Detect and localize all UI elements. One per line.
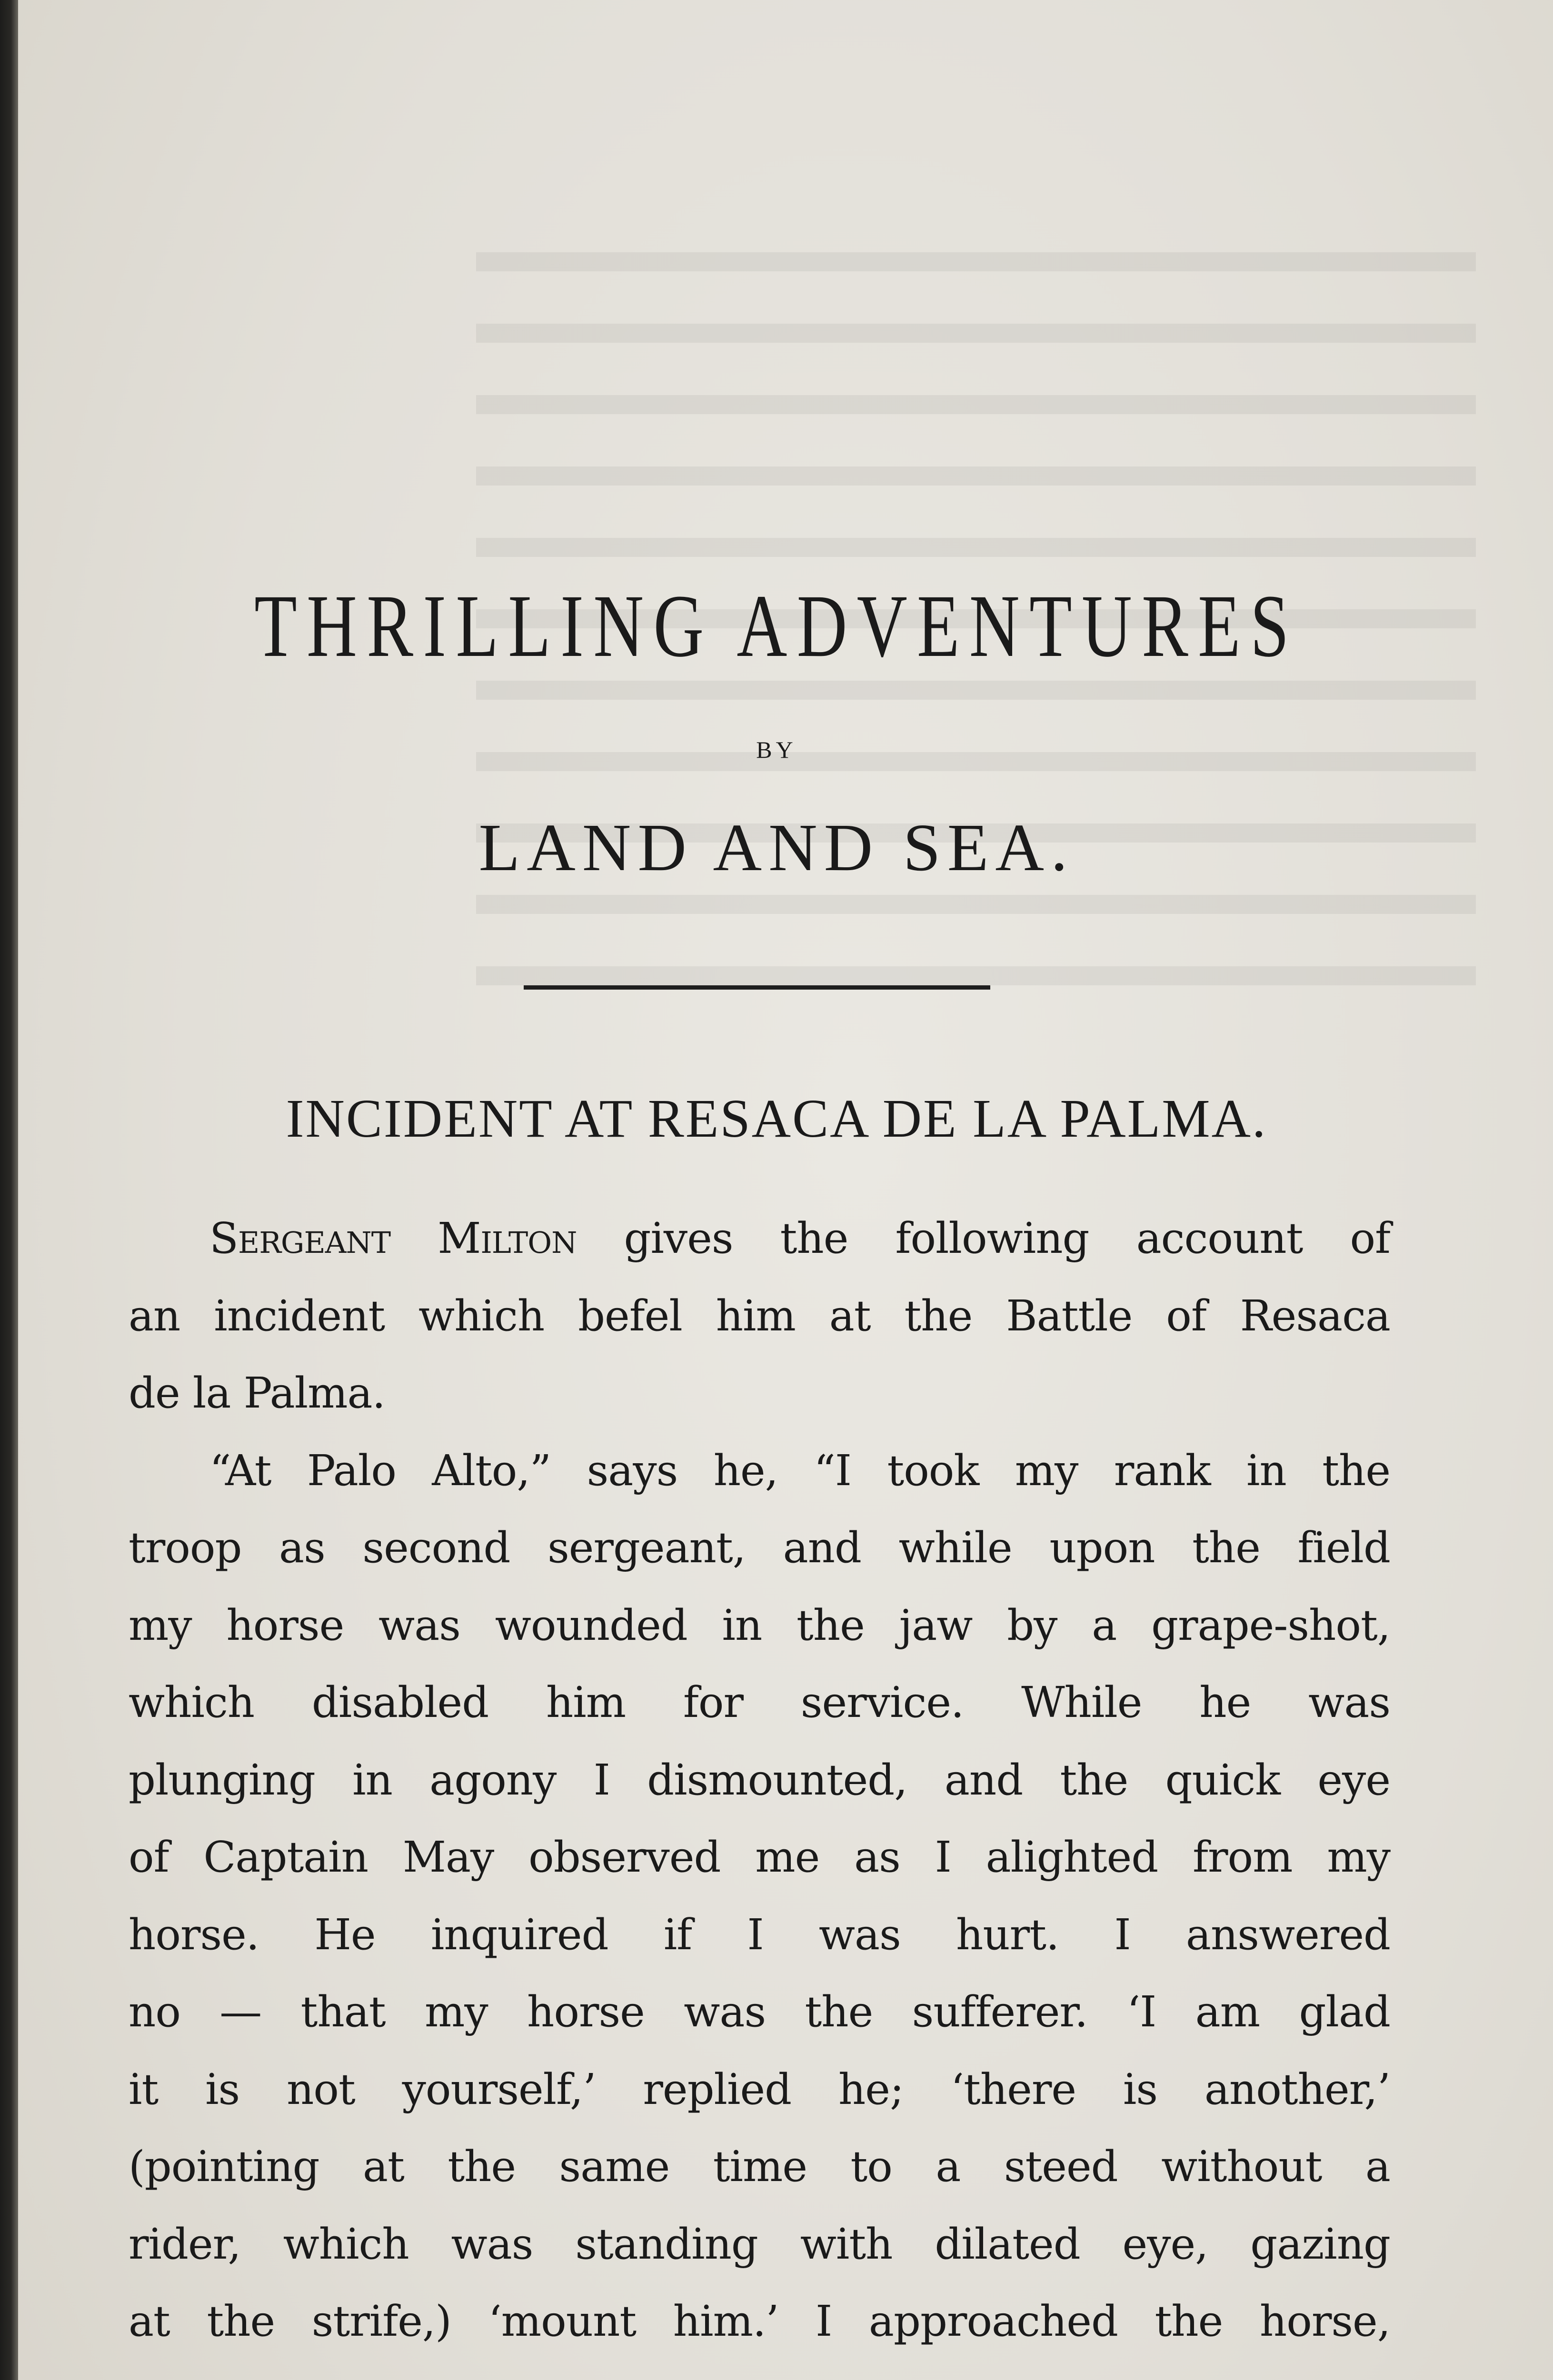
- text-line: plunging in agony I dismounted, and the quick eye: [129, 1755, 1390, 1805]
- text-line: [129, 1200, 1390, 1277]
- text-line: de la Palma.: [129, 1368, 385, 1418]
- text-line: “At Palo Alto,” says he, “I took my rank in the: [209, 1445, 1390, 1495]
- text-line: which disabled him for service. While he was: [129, 1677, 1390, 1727]
- chapter-heading: INCIDENT AT RESACA DE LA PALMA.: [286, 1088, 1267, 1149]
- book-title-by: BY: [756, 736, 797, 763]
- book-title-line-2: LAND AND SEA.: [478, 810, 1075, 885]
- text-line: no — that my horse was the sufferer. ‘I am glad: [129, 1987, 1390, 2036]
- text-line: an incident which befel him at the Battle of Resaca: [129, 1290, 1390, 1340]
- text-line: (pointing at the same time to a steed without a: [129, 2142, 1390, 2191]
- text-line: at the strife,) ‘mount him.’ I approached the horse,: [129, 2296, 1390, 2346]
- text-line: troop as second sergeant, and while upon the field: [129, 1523, 1390, 1572]
- book-title-line-1: THRILLING ADVENTURES: [254, 576, 1299, 675]
- title-rule: [524, 985, 990, 990]
- text-line: rider, which was standing with dilated eye, gazing: [129, 2219, 1390, 2269]
- body-text: [129, 1200, 1390, 2360]
- text-line: it is not yourself,’ replied he; ‘there is another,’: [129, 2064, 1390, 2114]
- text-line-content: gives the following account of: [577, 1213, 1391, 1263]
- binding-edge: [0, 0, 18, 2380]
- speaker-name: Sergeant Milton: [209, 1213, 577, 1263]
- text-line: horse. He inquired if I was hurt. I answered: [129, 1909, 1390, 1959]
- text-line: my horse was wounded in the jaw by a grape-shot,: [129, 1600, 1390, 1650]
- text-line: of Captain May observed me as I alighted from my: [129, 1832, 1390, 1882]
